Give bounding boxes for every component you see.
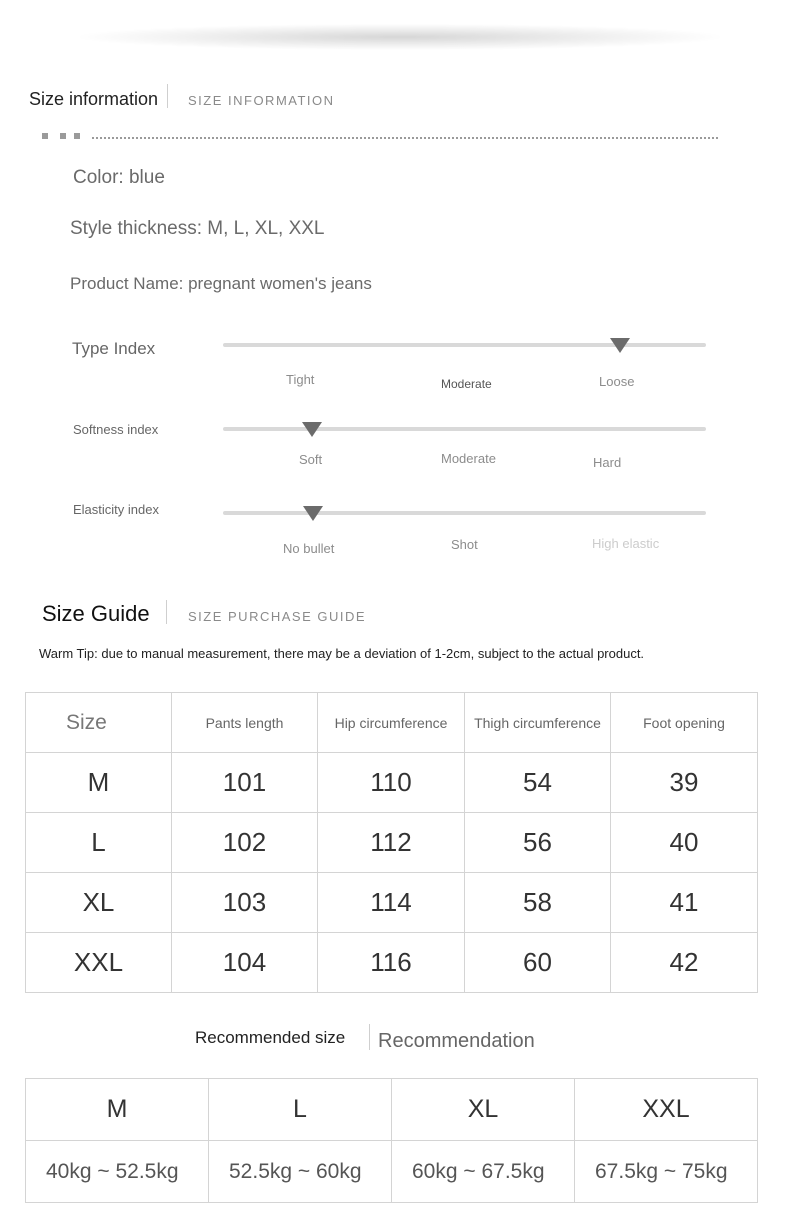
rec-size-m: M <box>26 1079 209 1141</box>
elasticity-index-track <box>223 511 706 515</box>
cell-thigh: 60 <box>465 933 611 993</box>
table-row <box>26 813 758 873</box>
recommended-size-title: Recommended size <box>195 1028 346 1047</box>
size-table-header-row <box>26 693 758 753</box>
cell-size: XL <box>26 873 172 933</box>
cell-foot-opening: 40 <box>611 813 758 873</box>
cell-pants-length: 101 <box>172 753 318 813</box>
rec-weight-xl: 60kg ~ 67.5kg <box>392 1141 575 1203</box>
recommendation-weight-row <box>26 1141 758 1203</box>
header-pants-length: Pants length <box>172 693 318 753</box>
size-guide-title: Size Guide <box>42 601 150 626</box>
type-index-marker <box>610 338 630 353</box>
cell-foot-opening: 41 <box>611 873 758 933</box>
cell-size: L <box>26 813 172 873</box>
softness-index-marker <box>302 422 322 437</box>
type-index-label: Type Index <box>72 339 156 358</box>
top-shadow-decoration <box>80 24 720 50</box>
softness-index-label: Softness index <box>73 422 159 437</box>
recommendation-size-row <box>26 1079 758 1141</box>
title-divider <box>167 84 168 108</box>
size-guide-subtitle: SIZE PURCHASE GUIDE <box>188 609 367 624</box>
cell-pants-length: 104 <box>172 933 318 993</box>
elasticity-index-marker <box>303 506 323 521</box>
elasticity-index-label: Elasticity index <box>73 502 159 517</box>
elasticity-option-high-elastic: High elastic <box>592 536 660 551</box>
size-guide-divider <box>166 600 167 624</box>
table-row <box>26 753 758 813</box>
cell-hip: 110 <box>318 753 465 813</box>
dotted-separator <box>42 132 718 140</box>
table-row <box>26 873 758 933</box>
recommendation-subtitle: Recommendation <box>378 1030 535 1052</box>
elasticity-option-no-bullet: No bullet <box>283 541 335 556</box>
cell-thigh: 54 <box>465 753 611 813</box>
table-row <box>26 933 758 993</box>
softness-option-moderate: Moderate <box>441 451 496 466</box>
type-index-track <box>223 343 706 347</box>
type-option-moderate: Moderate <box>441 377 492 391</box>
elasticity-option-shot: Shot <box>451 537 478 552</box>
header-size: Size <box>26 693 172 753</box>
header-thigh-circumference: Thigh circumference <box>465 693 611 753</box>
size-information-subtitle: SIZE INFORMATION <box>188 93 335 108</box>
header-foot-opening: Foot opening <box>611 693 758 753</box>
cell-hip: 116 <box>318 933 465 993</box>
softness-index-track <box>223 427 706 431</box>
rec-size-xl: XL <box>392 1079 575 1141</box>
softness-option-soft: Soft <box>299 452 323 467</box>
warm-tip: Warm Tip: due to manual measurement, there may be a deviation of 1-2cm, subject to the actual product. <box>39 646 645 661</box>
recommendation-table <box>25 1078 758 1203</box>
cell-size: XXL <box>26 933 172 993</box>
cell-hip: 112 <box>318 813 465 873</box>
product-name-info: Product Name: pregnant women's jeans <box>70 274 372 293</box>
cell-foot-opening: 39 <box>611 753 758 813</box>
cell-foot-opening: 42 <box>611 933 758 993</box>
cell-pants-length: 102 <box>172 813 318 873</box>
rec-weight-l: 52.5kg ~ 60kg <box>209 1141 392 1203</box>
cell-pants-length: 103 <box>172 873 318 933</box>
cell-thigh: 58 <box>465 873 611 933</box>
header-hip-circumference: Hip circumference <box>318 693 465 753</box>
softness-option-hard: Hard <box>593 455 622 470</box>
color-info: Color: blue <box>73 167 165 188</box>
type-option-loose: Loose <box>599 374 635 389</box>
size-table <box>25 692 758 993</box>
size-information-title: Size information <box>29 89 159 109</box>
rec-weight-m: 40kg ~ 52.5kg <box>26 1141 209 1203</box>
cell-thigh: 56 <box>465 813 611 873</box>
recommendation-divider <box>369 1024 370 1050</box>
cell-hip: 114 <box>318 873 465 933</box>
rec-size-l: L <box>209 1079 392 1141</box>
rec-weight-xxl: 67.5kg ~ 75kg <box>575 1141 758 1203</box>
style-thickness-info: Style thickness: M, L, XL, XXL <box>70 218 325 239</box>
rec-size-xxl: XXL <box>575 1079 758 1141</box>
cell-size: M <box>26 753 172 813</box>
type-option-tight: Tight <box>286 372 315 387</box>
